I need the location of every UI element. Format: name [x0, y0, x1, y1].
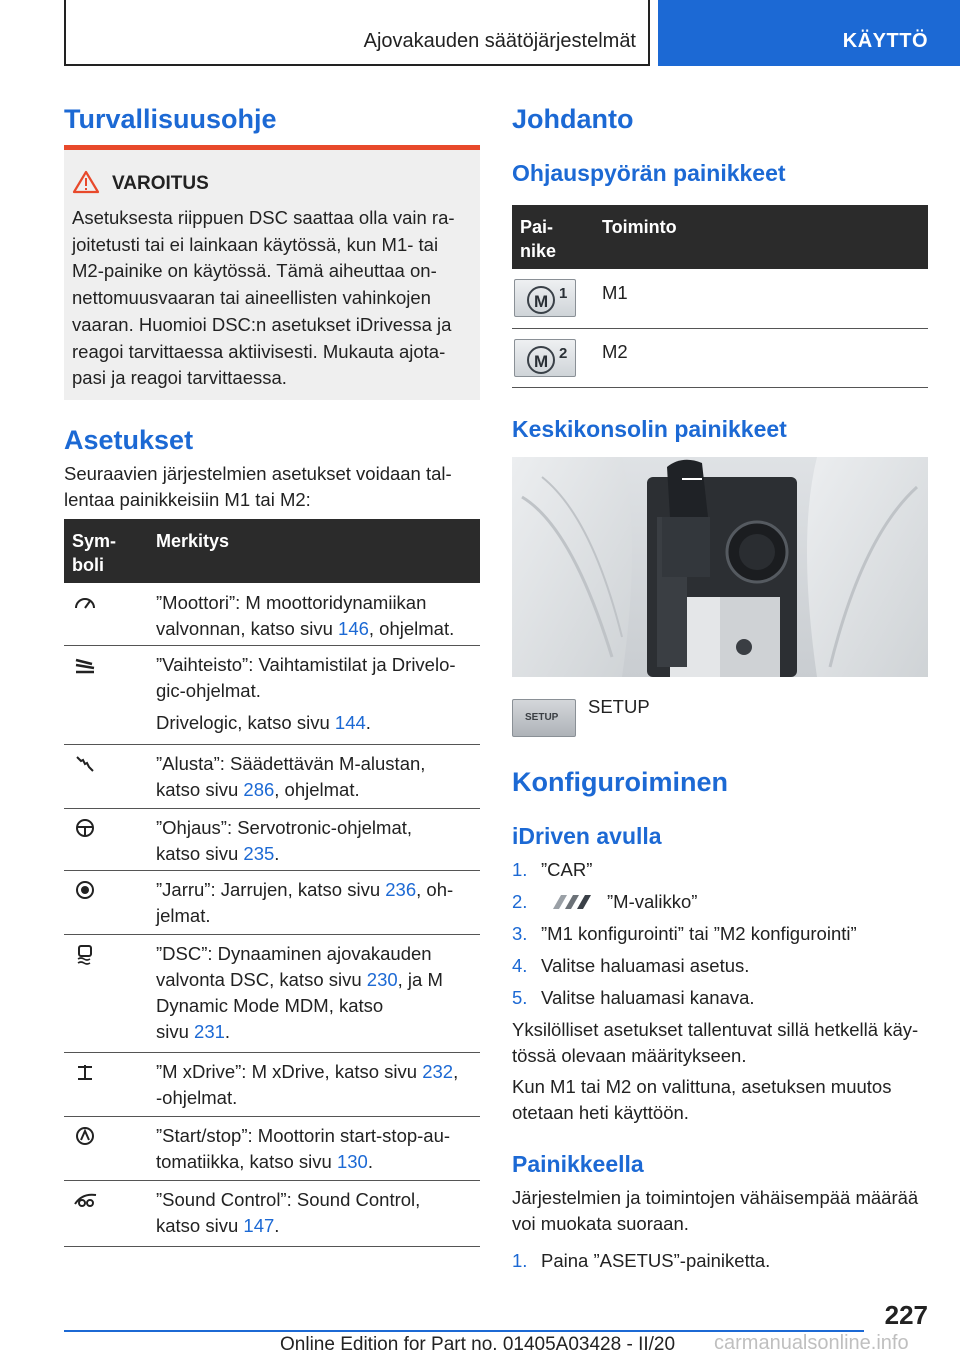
- text-span: katso sivu: [156, 1215, 244, 1236]
- edition-text: Online Edition for Part no. 01405A03428 - II/20: [280, 1334, 676, 1355]
- page-link[interactable]: 231: [194, 1021, 225, 1042]
- description-line: [156, 1213, 478, 1239]
- description-line: [156, 777, 478, 803]
- setup-button-icon: [512, 699, 576, 737]
- text-span: ”Vaihteisto”: Vaihtamistilat ja Drivelo-: [156, 654, 456, 675]
- warning-line: vaaran. Huomioi DSC:n asetukset iDrivessa ja: [72, 313, 452, 335]
- text-span: sivu: [156, 1021, 195, 1042]
- svg-text:1: 1: [559, 285, 568, 302]
- table-row: [512, 329, 928, 388]
- header-line: boli: [72, 555, 104, 575]
- table-row: [64, 871, 480, 935]
- text-span: valvonnan, katso sivu: [156, 618, 339, 639]
- m1-button-icon: [514, 279, 576, 317]
- console-buttons-heading: Keskikonsolin painikkeet: [512, 416, 787, 442]
- row-description: [156, 1123, 478, 1175]
- table-row: [64, 745, 480, 809]
- col-function-header: Toiminto: [602, 217, 677, 237]
- config-heading: Konfiguroiminen: [512, 767, 728, 797]
- idrive-heading: iDriven avulla: [512, 823, 662, 849]
- text-span: tomatiikka, katso sivu: [156, 1151, 337, 1172]
- center-console-photo: [512, 457, 928, 677]
- row-description: [156, 941, 478, 1045]
- m-menu-icon: [545, 893, 597, 911]
- col-symbol-header: [72, 529, 116, 577]
- warning-title: VAROITUS: [112, 173, 209, 194]
- description-line: [156, 1019, 478, 1045]
- text-line: tössä olevaan määritykseen.: [512, 1045, 747, 1066]
- start-stop-icon: [72, 1125, 98, 1147]
- step-text: ”M1 konfigurointi” tai ”M2 konfigurointi”: [541, 923, 857, 944]
- text-span: ,: [453, 1061, 459, 1082]
- text-span: .: [224, 1021, 231, 1042]
- setup-label: SETUP: [588, 696, 650, 717]
- text-span: ”M xDrive”: M xDrive, katso sivu: [156, 1061, 423, 1082]
- text-line: Järjestelmien ja toimintojen vähäisempää määrää: [512, 1187, 919, 1208]
- table-row: [64, 809, 480, 871]
- text-span: ”Start/stop”: Moottorin start-stop-au-: [156, 1125, 451, 1146]
- gearbox-icon: [72, 654, 98, 676]
- text-line: Yksilölliset asetukset tallentuvat sillä hetkellä käy-: [512, 1019, 919, 1040]
- row-description: [156, 1059, 478, 1111]
- svg-text:M: M: [534, 292, 549, 311]
- row-description: [156, 815, 478, 867]
- page-number: 227: [884, 1300, 928, 1330]
- m2-button-icon: [514, 339, 576, 377]
- table-row: [64, 646, 480, 745]
- svg-text:2: 2: [559, 345, 568, 362]
- function-label: M2: [602, 341, 628, 362]
- settings-intro: [64, 461, 480, 513]
- text-span: Dynamic Mode MDM, katso: [156, 995, 384, 1016]
- step-number: 4.: [512, 955, 528, 976]
- text-line: Kun M1 tai M2 on valittuna, asetuksen muutos: [512, 1076, 892, 1097]
- page-link[interactable]: 147: [243, 1215, 275, 1236]
- table-row: [64, 584, 480, 646]
- text-line: voi muokata suoraan.: [512, 1213, 689, 1234]
- text-span: , ohjelmat.: [274, 779, 360, 800]
- warning-line: pasi ja reagoi tarvittaessa.: [72, 367, 287, 389]
- page-link[interactable]: 230: [366, 969, 398, 990]
- text-span: ”Moottori”: M moottoridynamiikan: [156, 592, 427, 613]
- text-span: ”Alusta”: Säädettävän M-alustan,: [156, 753, 426, 774]
- text-span: valvonta DSC, katso sivu: [156, 969, 367, 990]
- svg-text:M: M: [534, 352, 549, 371]
- steering-wheel-icon: [72, 817, 98, 839]
- col-button-header: [520, 215, 556, 263]
- settings-heading: Asetukset: [64, 425, 194, 455]
- text-span: .: [367, 1151, 373, 1172]
- step-text: Paina ”ASETUS”-painiketta.: [541, 1250, 771, 1271]
- text-span: -ohjelmat.: [156, 1087, 238, 1108]
- col-meaning-header: Merkitys: [156, 531, 230, 551]
- row-description: [156, 590, 478, 642]
- text-span: ”Sound Control”: Sound Control,: [156, 1189, 421, 1210]
- page-link[interactable]: 130: [336, 1151, 368, 1172]
- warning-text: [72, 205, 472, 392]
- page-link[interactable]: 144: [334, 712, 366, 733]
- description-line: [156, 941, 478, 967]
- description-line: [156, 1085, 478, 1111]
- text-span: , ohjelmat.: [368, 618, 455, 639]
- text-span: , oh-: [416, 879, 454, 900]
- warning-line: joitetusti tai ei lainkaan käytössä, kun M1- tai: [72, 233, 439, 255]
- wheel-buttons-heading: Ohjauspyörän painikkeet: [512, 160, 786, 186]
- step-text: ”CAR”: [541, 859, 593, 880]
- text-span: katso sivu: [156, 779, 244, 800]
- step-text: Valitse haluamasi kanava.: [541, 987, 755, 1008]
- description-line: [156, 678, 478, 704]
- table-row: [64, 1117, 480, 1181]
- row-description: [156, 751, 478, 803]
- description-line: [156, 590, 478, 616]
- description-line: [156, 1123, 478, 1149]
- step-number: 3.: [512, 923, 528, 944]
- step-number: 1.: [512, 859, 528, 880]
- text-span: Drivelogic, katso sivu: [156, 712, 335, 733]
- section-title: Ajovakauden säätöjärjestelmät: [363, 30, 636, 52]
- brake-icon: [72, 879, 98, 901]
- step-number: 2.: [512, 891, 528, 912]
- description-line: [156, 751, 478, 777]
- sound-control-icon: [72, 1189, 98, 1211]
- function-label: M1: [602, 282, 628, 303]
- row-description: [156, 652, 478, 736]
- row-description: [156, 1187, 478, 1239]
- step-text: Valitse haluamasi asetus.: [541, 955, 750, 976]
- xdrive-icon: [72, 1061, 98, 1083]
- text-span: .: [365, 712, 371, 733]
- warning-line: reagoi tarvittaessa aktiivisesti. Mukauta ajota-: [72, 340, 446, 362]
- description-line: [156, 903, 478, 929]
- paragraph: [512, 1074, 932, 1126]
- text-span: ”DSC”: Dynaaminen ajovakauden: [156, 943, 432, 964]
- header-line: nike: [520, 241, 557, 261]
- setup-button-text: SETUP: [525, 712, 559, 723]
- description-line: [156, 1187, 478, 1213]
- description-line: [156, 841, 478, 867]
- description-line: [156, 993, 478, 1019]
- text-span: katso sivu: [156, 843, 244, 864]
- chapter-tab-label: KÄYTTÖ: [842, 30, 928, 52]
- text-span: , ja M: [397, 969, 443, 990]
- text-span: ”Jarru”: Jarrujen, katso sivu: [156, 879, 386, 900]
- watermark: carmanualsonline.info: [714, 1332, 909, 1354]
- warning-line: Asetuksesta riippuen DSC saattaa olla vain ra-: [72, 207, 455, 228]
- description-line: [156, 652, 478, 678]
- wheel-table-header: [512, 205, 928, 269]
- warning-line: M2-painike on käytössä. Tämä aiheuttaa on-: [72, 260, 437, 282]
- table-row: [64, 935, 480, 1053]
- row-description: [156, 877, 478, 929]
- step-text: ”M-valikko”: [607, 891, 698, 912]
- page-link[interactable]: 232: [422, 1061, 454, 1082]
- header-line: Sym-: [72, 531, 117, 551]
- safety-heading: Turvallisuusohje: [64, 104, 277, 134]
- dsc-icon: [72, 943, 98, 965]
- text-line: otetaan heti käyttöön.: [512, 1102, 689, 1123]
- table-row: [512, 269, 928, 329]
- intro-line: lentaa painikkeisiin M1 tai M2:: [64, 489, 311, 510]
- page-link[interactable]: 146: [338, 618, 369, 639]
- table-row: [64, 1053, 480, 1117]
- settings-table-header: [64, 519, 480, 583]
- intro-line: Seuraavien järjestelmien asetukset voidaan tal-: [64, 463, 452, 484]
- header-line: Pai-: [520, 217, 554, 237]
- suspension-icon: [72, 753, 98, 775]
- description-line: [156, 967, 478, 993]
- page-link[interactable]: 236: [385, 879, 417, 900]
- description-line: [156, 710, 478, 736]
- description-line: [156, 1149, 478, 1175]
- page-link[interactable]: 286: [243, 779, 275, 800]
- button-heading: Painikkeella: [512, 1151, 644, 1177]
- step-number: 1.: [512, 1250, 528, 1271]
- text-span: gic-ohjelmat.: [156, 680, 261, 701]
- paragraph: [512, 1017, 932, 1069]
- engine-gauge-icon: [72, 592, 98, 614]
- warning-triangle-icon: [72, 170, 100, 194]
- warning-line: nettomuusvaaran tai aineellisten vahinkojen: [72, 287, 431, 309]
- description-line: [156, 877, 478, 903]
- paragraph: [512, 1185, 932, 1237]
- description-line: [156, 815, 478, 841]
- description-line: [156, 616, 478, 642]
- table-row: [64, 1181, 480, 1247]
- text-span: .: [274, 843, 280, 864]
- chapter-tab[interactable]: [658, 0, 960, 66]
- text-span: jelmat.: [156, 905, 211, 926]
- page-link[interactable]: 235: [243, 843, 275, 864]
- step-number: 5.: [512, 987, 528, 1008]
- text-span: ”Ohjaus”: Servotronic-ohjelmat,: [156, 817, 413, 838]
- text-span: .: [274, 1215, 280, 1236]
- description-line: [156, 1059, 478, 1085]
- intro-heading: Johdanto: [512, 104, 634, 134]
- header-section-box: [64, 0, 650, 66]
